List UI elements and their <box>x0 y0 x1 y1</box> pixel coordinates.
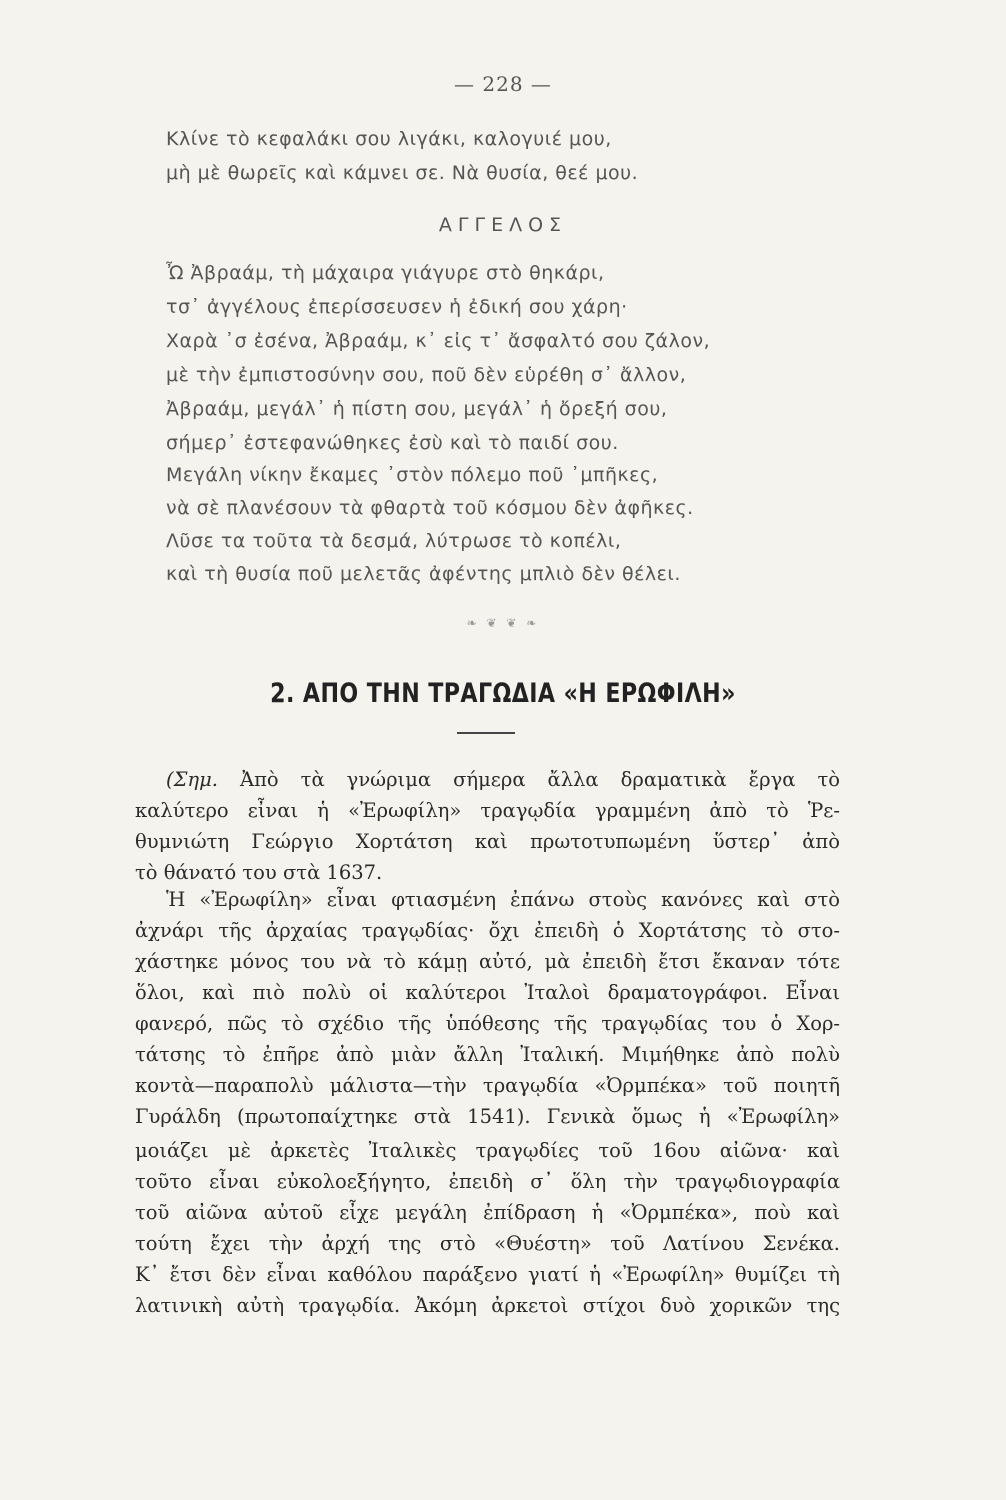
verse-line: Μεγάλη νίκην ἔκαμες ᾽στὸν πόλεμο ποῦ ᾽μπῆκες, <box>166 464 659 486</box>
prose-line: θυμνιώτη Γεώργιο Χορτάτση καὶ πρωτοτυπωμένη ὕστερ᾽ ἀπὸ <box>135 830 840 853</box>
verse-line: Χαρὰ ᾽σ ἐσένα, Ἀβραάμ, κ᾽ εἰς τ᾽ ἄσφαλτό σου ζάλον, <box>166 330 711 352</box>
prose-line: Γυράλδη (πρωτοπαίχτηκε στὰ 1541). Γενικὰ ὅμως ἡ «Ἐρωφίλη» <box>135 1105 840 1128</box>
verse-line: καὶ τὴ θυσία ποῦ μελετᾶς ἀφέντης μπλιὸ δὲν θέλει. <box>166 563 681 585</box>
prose-line: καλύτερο εἶναι ἡ «Ἐρωφίλη» τραγῳδία γραμμένη ἀπὸ τὸ Ῥε- <box>135 799 840 822</box>
prose-line: τοῦ αἰῶνα αὐτοῦ εἶχε μεγάλη ἐπίδραση ἡ «Ὀρμπέκα», ποὺ καὶ <box>135 1201 840 1224</box>
heading-rule <box>457 732 515 734</box>
prose-line: Ἡ «Ἐρωφίλη» εἶναι φτιασμένη ἐπάνω στοὺς κανόνες καὶ στὸ <box>166 888 840 911</box>
speaker-name: ΑΓΓΕΛΟΣ <box>438 214 568 236</box>
prose-line: χάστηκε μόνος του νὰ τὸ κάμῃ αὐτό, μὰ ἐπειδὴ ἔτσι ἔκαναν τότε <box>135 950 840 973</box>
verse-line: σήμερ᾽ ἐστεφανώθηκες ἐσὺ καὶ τὸ παιδί σου. <box>166 432 619 454</box>
verse-line: Λῦσε τα τοῦτα τὰ δεσμά, λύτρωσε τὸ κοπέλι, <box>166 530 622 552</box>
prose-line: τούτη ἔχει τὴν ἀρχή της στὸ «Θυέστη» τοῦ Λατίνου Σενέκα. <box>135 1232 840 1255</box>
prose-line: μοιάζει μὲ ἀρκετὲς Ἰταλικὲς τραγῳδίες τοῦ 16ου αἰῶνα· καὶ <box>135 1139 840 1162</box>
prose-line <box>166 768 840 791</box>
verse-line: μὴ μὲ θωρεῖς καὶ κάμνει σε. Νὰ θυσία, θεέ μου. <box>166 162 639 184</box>
prose-line: ὅλοι, καὶ πιὸ πολὺ οἱ καλύτεροι Ἰταλοὶ δραματογράφοι. Εἶναι <box>135 981 840 1004</box>
verse-line: Ἀβραάμ, μεγάλ᾽ ἡ πίστη σου, μεγάλ᾽ ἡ ὄρεξή σου, <box>166 398 668 420</box>
prose-line: κοντὰ—παραπολὺ μάλιστα—τὴν τραγῳδία «Ὀρμπέκα» τοῦ ποιητῆ <box>135 1074 840 1097</box>
prose-line: τάτσης τὸ ἐπῆρε ἀπὸ μιὰν ἄλλη Ἰταλική. Μιμήθηκε ἀπὸ πολὺ <box>135 1043 840 1066</box>
page-number: — 228 — <box>454 72 552 96</box>
verse-line: νὰ σὲ πλανέσουν τὰ φθαρτὰ τοῦ κόσμου δὲν ἀφῆκες. <box>166 497 694 519</box>
verse-line: τσ᾽ ἀγγέλους ἐπερίσσευσεν ἡ ἐδική σου χάρη· <box>166 296 628 318</box>
verse-line: μὲ τὴν ἐμπιστοσύνην σου, ποῦ δὲν εὑρέθη σ᾽ ἄλλον, <box>166 364 687 386</box>
prose-line: λατινικὴ αὐτὴ τραγῳδία. Ἀκόμη ἀρκετοὶ στίχοι δυὸ χορικῶν της <box>135 1294 840 1317</box>
verse-line: Ὦ Ἀβραάμ, τὴ μάχαιρα γιάγυρε στὸ θηκάρι, <box>166 262 605 284</box>
prose-line: ἀχνάρι τῆς ἀρχαίας τραγῳδίας· ὄχι ἐπειδὴ ὁ Χορτάτσης τὸ στο- <box>135 919 840 942</box>
prose-line: τοῦτο εἶναι εὐκολοεξήγητο, ἐπειδὴ σ᾽ ὅλη τὴν τραγῳδιογραφία <box>135 1170 840 1193</box>
prose-line-text: Ἀπὸ τὰ γνώριμα σήμερα ἄλλα δραματικὰ ἔργα τὸ <box>240 768 840 791</box>
section-heading: 2. ΑΠΟ ΤΗΝ ΤΡΑΓΩΔΙΑ «Η ΕΡΩΦΙΛΗ» <box>270 678 736 709</box>
prose-line: Κ᾽ ἔτσι δὲν εἶναι καθόλου παράξενο γιατί ἡ «Ἐρωφίλη» θυμίζει τὴ <box>135 1263 840 1286</box>
verse-line: Κλίνε τὸ κεφαλάκι σου λιγάκι, καλογυιέ μου, <box>166 128 612 150</box>
section-ornament: ❧ ❦ ❦ ❧ <box>466 616 540 630</box>
prose-line: τὸ θάνατό του στὰ 1637. <box>135 861 383 884</box>
note-label: (Σημ. <box>166 768 218 791</box>
prose-line: φανερό, πῶς τὸ σχέδιο τῆς ὑπόθεσης τῆς τραγῳδίας του ὁ Χορ- <box>135 1012 840 1035</box>
